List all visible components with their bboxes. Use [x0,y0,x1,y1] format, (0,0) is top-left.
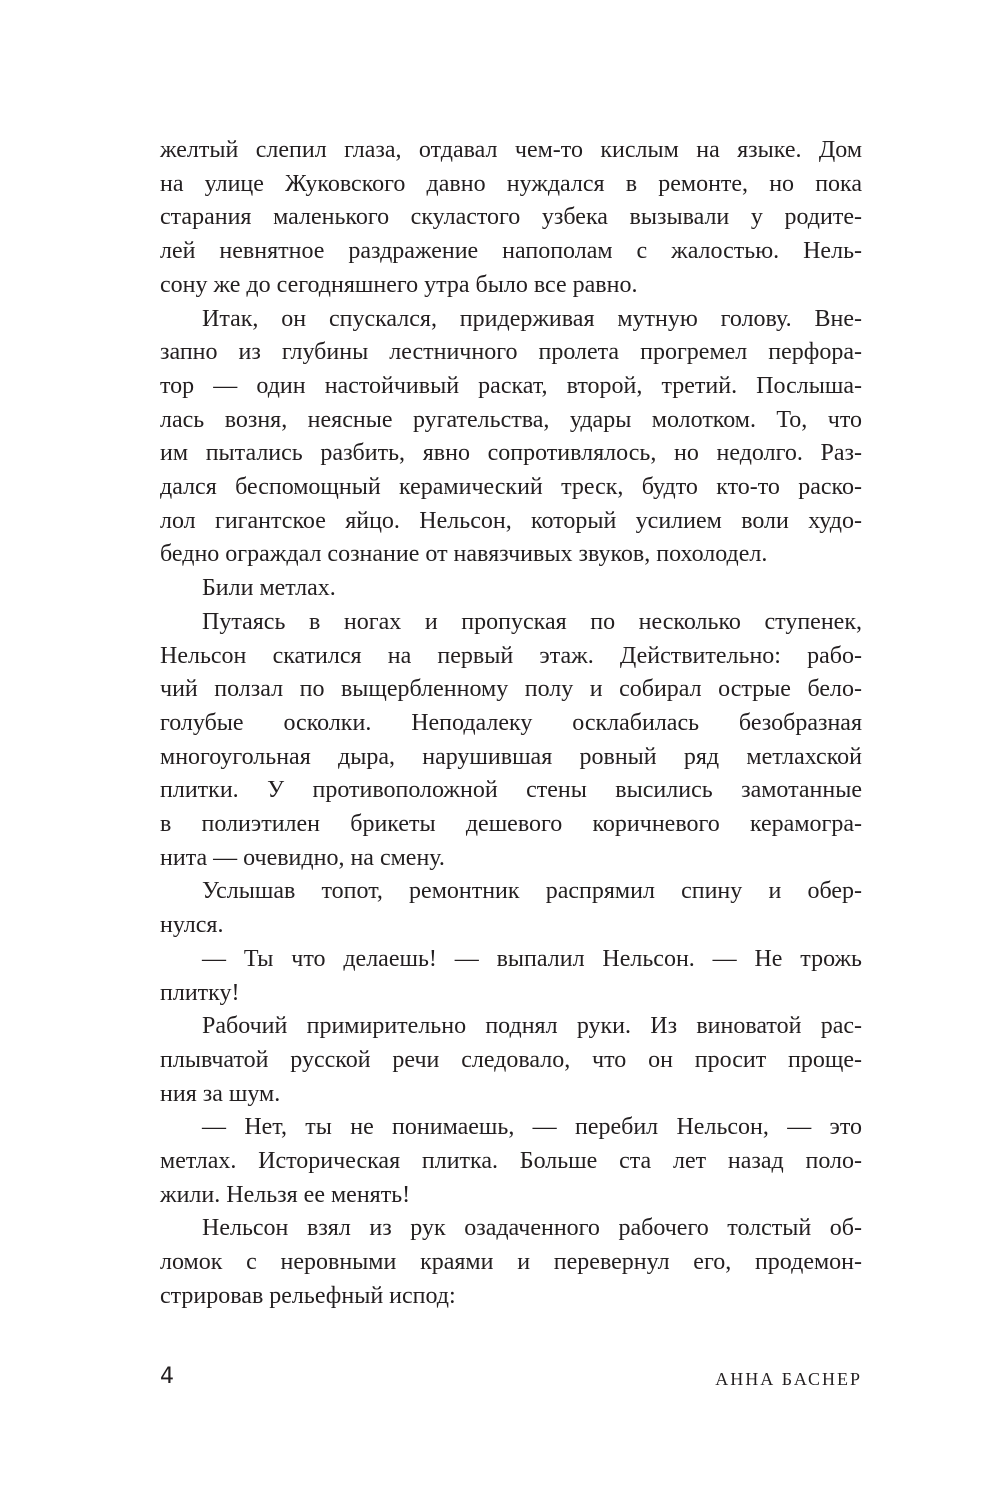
text-line: плитку! [160,979,240,1006]
text-line: плитки. У противоположной стены высились замотанные [160,777,862,804]
text-line: — Ты что делаешь! — выпалил Нельсон. — Не трожь [202,945,862,972]
text-line: лей невнятное раздражение напополам с жалостью. Нель- [160,238,862,265]
text-line: Рабочий примирительно поднял руки. Из виноватой рас- [202,1013,862,1040]
running-head-author: АННА БАСНЕР [715,1369,862,1389]
text-line: тор — один настойчивый раскат, второй, третий. Послыша- [160,372,862,399]
text-line: в полиэтилен брикеты дешевого коричневого керамогра- [160,811,862,837]
text-line: Нельсон взял из рук озадаченного рабочего толстый об- [202,1215,862,1242]
text-line: лась возня, неясные ругательства, удары молотком. То, что [160,406,862,433]
text-line: желтый слепил глаза, отдавал чем-то кислым на языке. Дом [160,137,862,163]
text-line: запно из глубины лестничного пролета прогремел перфора- [160,339,862,366]
text-line: голубые осколки. Неподалеку осклабилась безобразная [160,709,862,736]
text-line: им пытались разбить, явно сопротивлялось, но недолго. Раз- [160,440,862,467]
text-line: бедно ограждал сознание от навязчивых звуков, похолодел. [160,541,768,568]
text-line: нита — очевидно, на смену. [160,844,445,871]
text-line: нулся. [160,912,224,939]
text-line: Били метлах. [202,575,336,602]
text-line: Итак, он спускался, придерживая мутную голову. Вне- [202,305,862,332]
page-number: 4 [160,1364,174,1389]
text-line: плывчатой русской речи следовало, что он просит проще- [160,1046,862,1073]
text-line: многоугольная дыра, нарушившая ровный ряд метлахской [160,743,862,770]
text-line: ломок с неровными краями и перевернул его, продемон- [160,1249,862,1276]
text-line: старания маленького скуластого узбека вызывали у родите- [160,204,862,231]
text-line: Нельсон скатился на первый этаж. Действительно: рабо- [160,642,862,669]
text-line: стрировав рельефный испод: [160,1282,456,1309]
text-line: Услышав топот, ремонтник распрямил спину и обер- [202,878,862,905]
text-line: сону же до сегодняшнего утра было все равно. [160,271,638,298]
text-line: — Нет, ты не понимаешь, — перебил Нельсон, — это [202,1114,862,1141]
text-line: дался беспомощный керамический треск, будто кто-то раско- [160,474,862,500]
text-line: чий ползал по выщербленному полу и собирал острые бело- [160,676,862,703]
text-line: лол гигантское яйцо. Нельсон, который усилием воли худо- [160,507,862,534]
text-line: на улице Жуковского давно нуждался в ремонте, но пока [160,170,862,197]
text-line: метлах. Историческая плитка. Больше ста лет назад поло- [160,1148,862,1174]
text-line: жили. Нельзя ее менять! [160,1181,411,1208]
text-line: Путаясь в ногах и пропуская по несколько ступенек, [202,608,862,635]
text-line: ния за шум. [160,1080,281,1107]
